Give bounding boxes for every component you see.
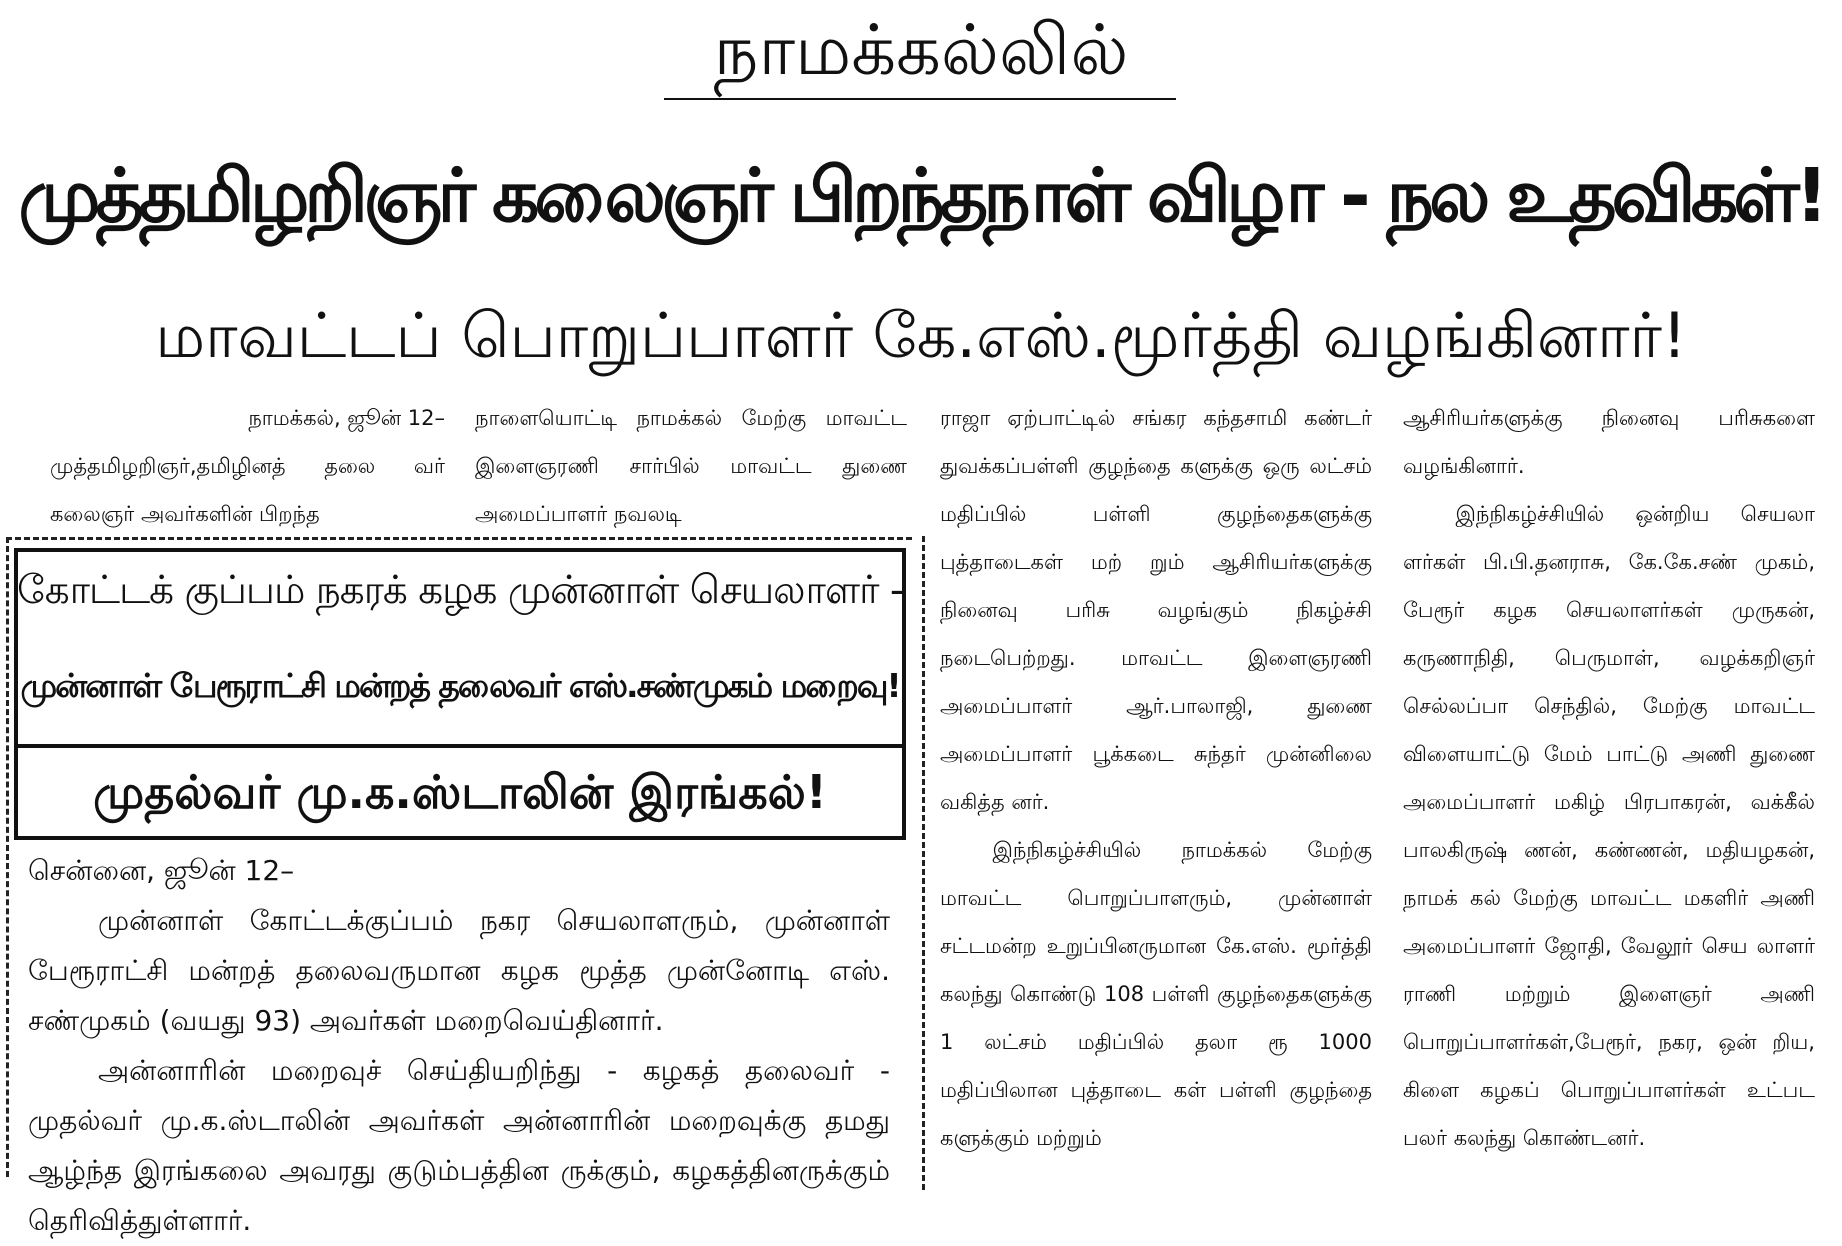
page-subheadline: மாவட்டப் பொறுப்பாளர் கே.எஸ்.மூர்த்தி வழங்கினார்! <box>155 299 1687 372</box>
column-divider <box>922 536 925 1190</box>
kicker-underline <box>664 98 1176 100</box>
main-dateline: நாமக்கல், ஜூன் 12– <box>248 406 445 430</box>
boxed-story-paragraph-2: அன்னாரின் மறைவுச் செய்தியறிந்து - கழகத் தலைவர் - முதல்வர் மு.க.ஸ்டாலின் அவர்கள் அன்னாரின் மறைவுக்கு தமது ஆழ்ந்த இரங்கலை அவரது குடும்பத்தின ருக்கும், கழகத்தினருக்கும் தெரிவித்துள்ளார். <box>28 1054 890 1237</box>
page-headline: முத்தமிழறிஞர் கலைஞர் பிறந்தநாள் விழா - நல உதவிகள்! <box>18 153 1824 239</box>
boxed-story-body <box>28 846 890 1246</box>
article-column-3 <box>940 394 1372 1162</box>
page-kicker: நாமக்கல்லில் <box>713 9 1129 91</box>
boxed-story-rule-bottom <box>14 836 906 840</box>
boxed-story-paragraph-1: முன்னாள் கோட்டக்குப்பம் நகர செயலாளரும், முன்னாள் பேரூராட்சி மன்றத் தலைவருமான கழக மூத்த முன்னோடி எஸ். சண்முகம் (வயது 93) அவர்கள் மறைவெய்தினார். <box>28 904 890 1037</box>
main-paragraph-2: நாளையொட்டி நாமக்கல் மேற்கு மாவட்ட இளைஞரணி சார்பில் மாவட்ட துணை அமைப்பாளர் நவலடி <box>475 406 907 526</box>
boxed-story-kicker: கோட்டக் குப்பம் நகரக் கழக முன்னாள் செயலாளர் - <box>17 568 903 613</box>
boxed-story-dateline: சென்னை, ஜூன் 12– <box>28 854 295 887</box>
article-column-2 <box>475 394 907 538</box>
boxed-story-subheadline: முதல்வர் மு.க.ஸ்டாலின் இரங்கல்! <box>93 765 827 819</box>
boxed-story-headline: முன்னாள் பேரூராட்சி மன்றத் தலைவர் எஸ்.சண்முகம் மறைவு! <box>20 666 900 705</box>
main-paragraph-6: இந்நிகழ்ச்சியில் ஒன்றிய செயலா ளர்கள் பி.பி.தனராசு, கே.கே.சண் முகம், பேரூர் கழக செயலாளர்கள் முருகன், கருணாநிதி, பெருமாள், வழக்கறிஞர் செல்லப்பா செந்தில், மேற்கு மாவட்ட விளையாட்டு மேம் பாட்டு அணி துணை அமைப்பாளர் மகிழ் பிரபாகரன், வக்கீல் பாலகிருஷ் ணன், கண்ணன், மதியழகன், நாமக் கல் மேற்கு மாவட்ட மகளிர் அணி அமைப்பாளர் ஜோதி, வேலூர் செய லாளர் ராணி மற்றும் இளைஞர் அணி பொறுப்பாளர்கள்,பேரூர், நகர, ஒன் றிய, கிளை கழகப் பொறுப்பாளர்கள் உட்பட பலர் கலந்து கொண்டனர். <box>1403 502 1815 1150</box>
main-paragraph-4: இந்நிகழ்ச்சியில் நாமக்கல் மேற்கு மாவட்ட பொறுப்பாளரும், முன்னாள் சட்டமன்ற உறுப்பினருமான கே.எஸ். மூர்த்தி கலந்து கொண்டு 108 பள்ளி குழந்தைகளுக்கு 1 லட்சம் மதிப்பில் தலா ரூ 1000 மதிப்பிலான புத்தாடை கள் பள்ளி குழந்தை களுக்கும் மற்றும் <box>940 838 1372 1150</box>
main-paragraph-1: முத்தமிழறிஞர்,தமிழினத் தலை வர் கலைஞர் அவர்களின் பிறந்த <box>50 454 445 526</box>
main-paragraph-5: ஆசிரியர்களுக்கு நினைவு பரிசுகளை வழங்கினார். <box>1403 406 1815 478</box>
article-column-4 <box>1403 394 1815 1162</box>
main-paragraph-3: ராஜா ஏற்பாட்டில் சங்கர கந்தசாமி கண்டர் துவக்கப்பள்ளி குழந்தை களுக்கு ஒரு லட்சம் மதிப்பில் பள்ளி குழந்தைகளுக்கு புத்தாடைகள் மற் றும் ஆசிரியர்களுக்கு நினைவு பரிசு வழங்கும் நிகழ்ச்சி நடைபெற்றது. மாவட்ட இளைஞரணி அமைப்பாளர் ஆர்.பாலாஜி, துணை அமைப்பாளர் பூக்கடை சுந்தர் முன்னிலை வகித்த னர். <box>940 406 1372 814</box>
article-column-1 <box>50 394 445 538</box>
